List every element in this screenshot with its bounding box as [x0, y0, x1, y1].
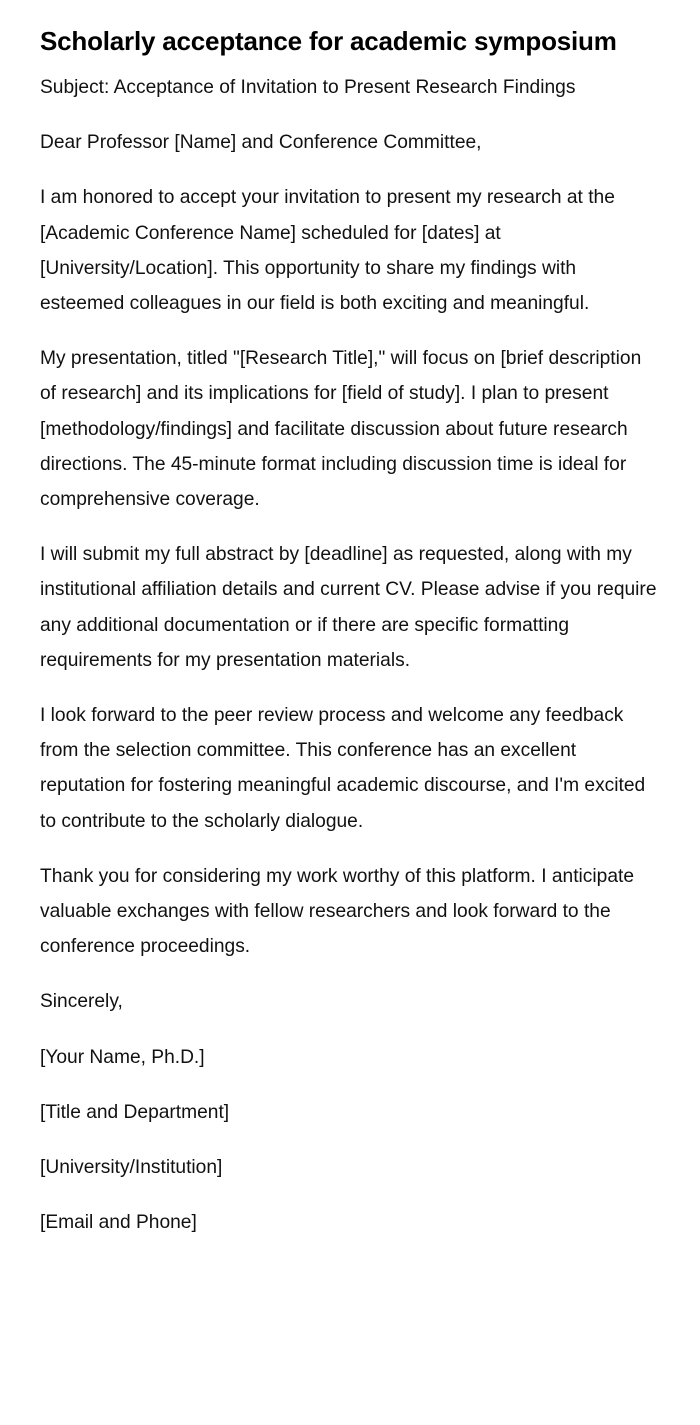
- body-paragraph-3: I will submit my full abstract by [deadline] as requested, along with my institutional affiliation details and current CV. Please advise if you require any additional documentation or if there are specific formatting requirements for my presentation materials.: [40, 544, 657, 671]
- signature-name: [Your Name, Ph.D.]: [40, 1046, 205, 1068]
- signature-institution: [University/Institution]: [40, 1157, 223, 1179]
- body-paragraph-5: Thank you for considering my work worthy of this platform. I anticipate valuable exchanges with fellow researchers and look forward to the conference proceedings.: [40, 865, 634, 958]
- subject-line: Subject: Acceptance of Invitation to Present Research Findings: [40, 77, 576, 98]
- body-paragraph-4: I look forward to the peer review process and welcome any feedback from the selection committee. This conference has an excellent reputation for fostering meaningful academic discourse, and I'm excited to contribute to the scholarly dialogue.: [40, 705, 646, 832]
- signature-title: [Title and Department]: [40, 1101, 230, 1123]
- signature-contact: [Email and Phone]: [40, 1212, 197, 1234]
- closing: Sincerely,: [40, 991, 123, 1013]
- body-paragraph-1: I am honored to accept your invitation to present my research at the [Academic Conference Name] scheduled for [dates] at [University/Location]. This opportunity to share my findings with esteemed colleagues in our field is both exciting and meaningful.: [40, 187, 615, 315]
- body-paragraph-2: My presentation, titled "[Research Title]," will focus on [brief description of research] and its implications for [field of study]. I plan to present [methodology/findings] and facilitate discussion about future research directions. The 45-minute format including discussion time is ideal for comprehensive coverage.: [40, 348, 642, 511]
- salutation: Dear Professor [Name] and Conference Committee,: [40, 132, 482, 154]
- document-title: Scholarly acceptance for academic symposium: [40, 26, 617, 56]
